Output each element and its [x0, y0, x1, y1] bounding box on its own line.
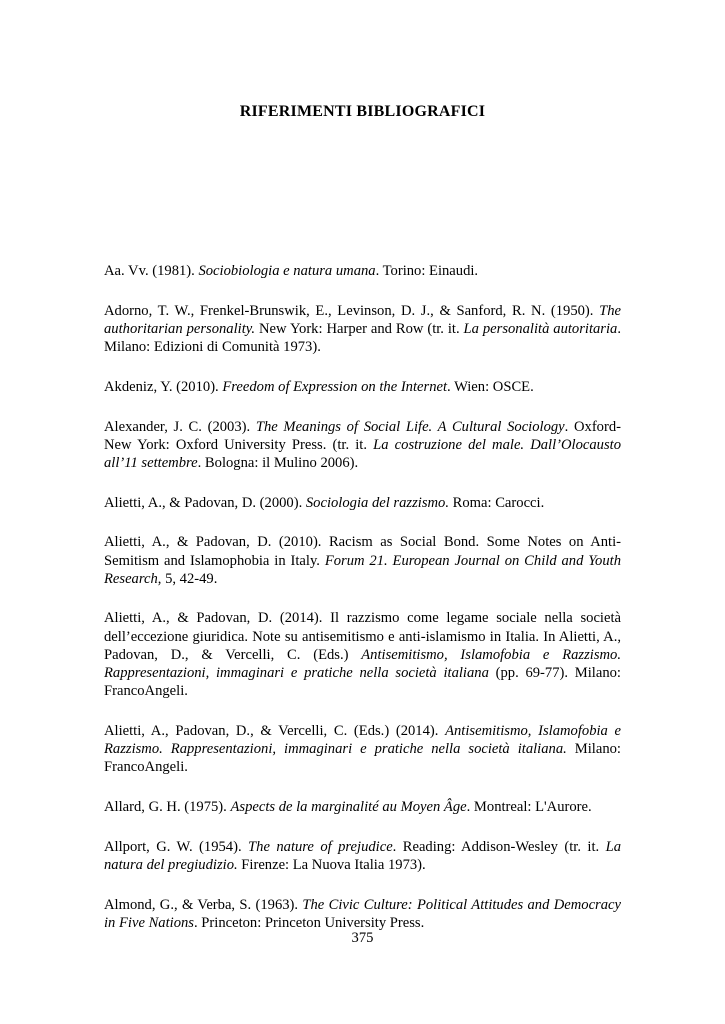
bibliography-entry — [104, 798, 621, 816]
entry-text: Almond, G., & Verba, S. (1963). — [104, 896, 303, 913]
entry-text: Roma: Carocci. — [448, 494, 545, 511]
entry-text: . Milano: Edizioni di Comunità 1973). — [104, 320, 621, 356]
entry-title-italic: La personalità autoritaria — [463, 320, 618, 337]
entry-text: . Montreal: L'Aurore. — [466, 799, 592, 816]
entry-title-italic: Antisemitismo, Islamofobia e Razzismo. Rappresentazioni, immaginari e pratiche nella società italiana — [104, 646, 621, 682]
entry-text: Allport, G. W. (1954). — [104, 838, 249, 855]
bibliography-entry — [104, 896, 621, 932]
entry-text: Adorno, T. W., Frenkel-Brunswik, E., Levinson, D. J., & Sanford, R. N. (1950). — [104, 302, 600, 319]
entry-text: . Oxford-New York: Oxford University Press. (tr. it. — [104, 418, 621, 453]
entry-title-italic: Antisemitismo, Islamofobia e Razzismo. Rappresentazioni, immaginari e pratiche nella società italiana. — [104, 722, 621, 758]
bibliography-list — [104, 262, 621, 954]
bibliography-entry — [104, 418, 621, 473]
entry-text: Alietti, A., & Padovan, D. (2010). Racism as Social Bond. Some Notes on Anti-Semitism and Islamophobia in Italy. — [104, 534, 621, 569]
entry-text: Alexander, J. C. (2003). — [104, 418, 256, 435]
entry-title-italic: Forum 21. European Journal on Child and Youth Research — [104, 552, 621, 587]
page-number: 375 — [351, 930, 374, 946]
bibliography-entry — [104, 494, 621, 512]
entry-title-italic: La natura del pregiudizio. — [104, 838, 621, 873]
bibliography-entry — [104, 838, 621, 874]
entry-text: Firenze: La Nuova Italia 1973). — [237, 856, 426, 873]
bibliography-entry — [104, 722, 621, 777]
entry-text: . Bologna: il Mulino 2006). — [197, 454, 359, 471]
entry-text: Aa. Vv. (1981). — [104, 263, 199, 279]
entry-text: . Reading: Addison-Wesley (tr. it. — [392, 838, 606, 855]
entry-text: Alietti, A., & Padovan, D. (2000). — [104, 494, 306, 511]
bibliography-entry — [104, 378, 621, 396]
entry-text: Akdeniz, Y. (2010). — [104, 378, 223, 395]
entry-title-italic: The nature of prejudice — [248, 838, 393, 855]
entry-title-italic: The authoritarian personality. — [104, 302, 621, 337]
entry-text: Allard, G. H. (1975). — [104, 799, 231, 816]
entry-title-italic: Sociologia del razzismo. — [305, 494, 449, 511]
entry-text: , 5, 42-49. — [157, 570, 218, 587]
bibliography-entry — [104, 609, 621, 700]
page-title: RIFERIMENTI BIBLIOGRAFICI — [239, 103, 486, 120]
entry-text: Alietti, A., Padovan, D., & Vercelli, C. (Eds.) (2014). — [104, 722, 446, 739]
entry-title-italic: Sociobiologia e natura umana — [198, 263, 376, 279]
entry-text: . Princeton: Princeton University Press. — [194, 914, 425, 931]
entry-text: Milano: FrancoAngeli. — [104, 741, 621, 776]
entry-text: Alietti, A., & Padovan, D. (2014). Il razzismo come legame sociale nella società dell’eccezione giuridica. Note su antisemitismo e anti-islamismo in Italia. In Alietti, A., Padovan, D., & Vercelli, C. (Eds.) — [104, 610, 621, 663]
entry-title-italic: Aspects de la marginalité au Moyen Âge — [230, 799, 467, 816]
entry-title-italic: La costruzione del male. Dall’Olocausto all’11 settembre — [104, 436, 621, 471]
bibliography-entry — [104, 302, 621, 357]
bibliography-entry — [104, 533, 621, 588]
entry-text: . Wien: OSCE. — [447, 378, 534, 395]
entry-text: New York: Harper and Row (tr. it. — [255, 320, 464, 337]
entry-title-italic: Freedom of Expression on the Internet — [222, 378, 448, 395]
entry-text: . Torino: Einaudi. — [375, 263, 479, 279]
entry-title-italic: The Meanings of Social Life. A Cultural Sociology — [255, 418, 565, 435]
bibliography-entry — [104, 262, 621, 280]
entry-text: (pp. 69-77). Milano: FrancoAngeli. — [104, 665, 621, 700]
entry-title-italic: The Civic Culture: Political Attitudes and Democracy in Five Nations — [104, 896, 621, 931]
